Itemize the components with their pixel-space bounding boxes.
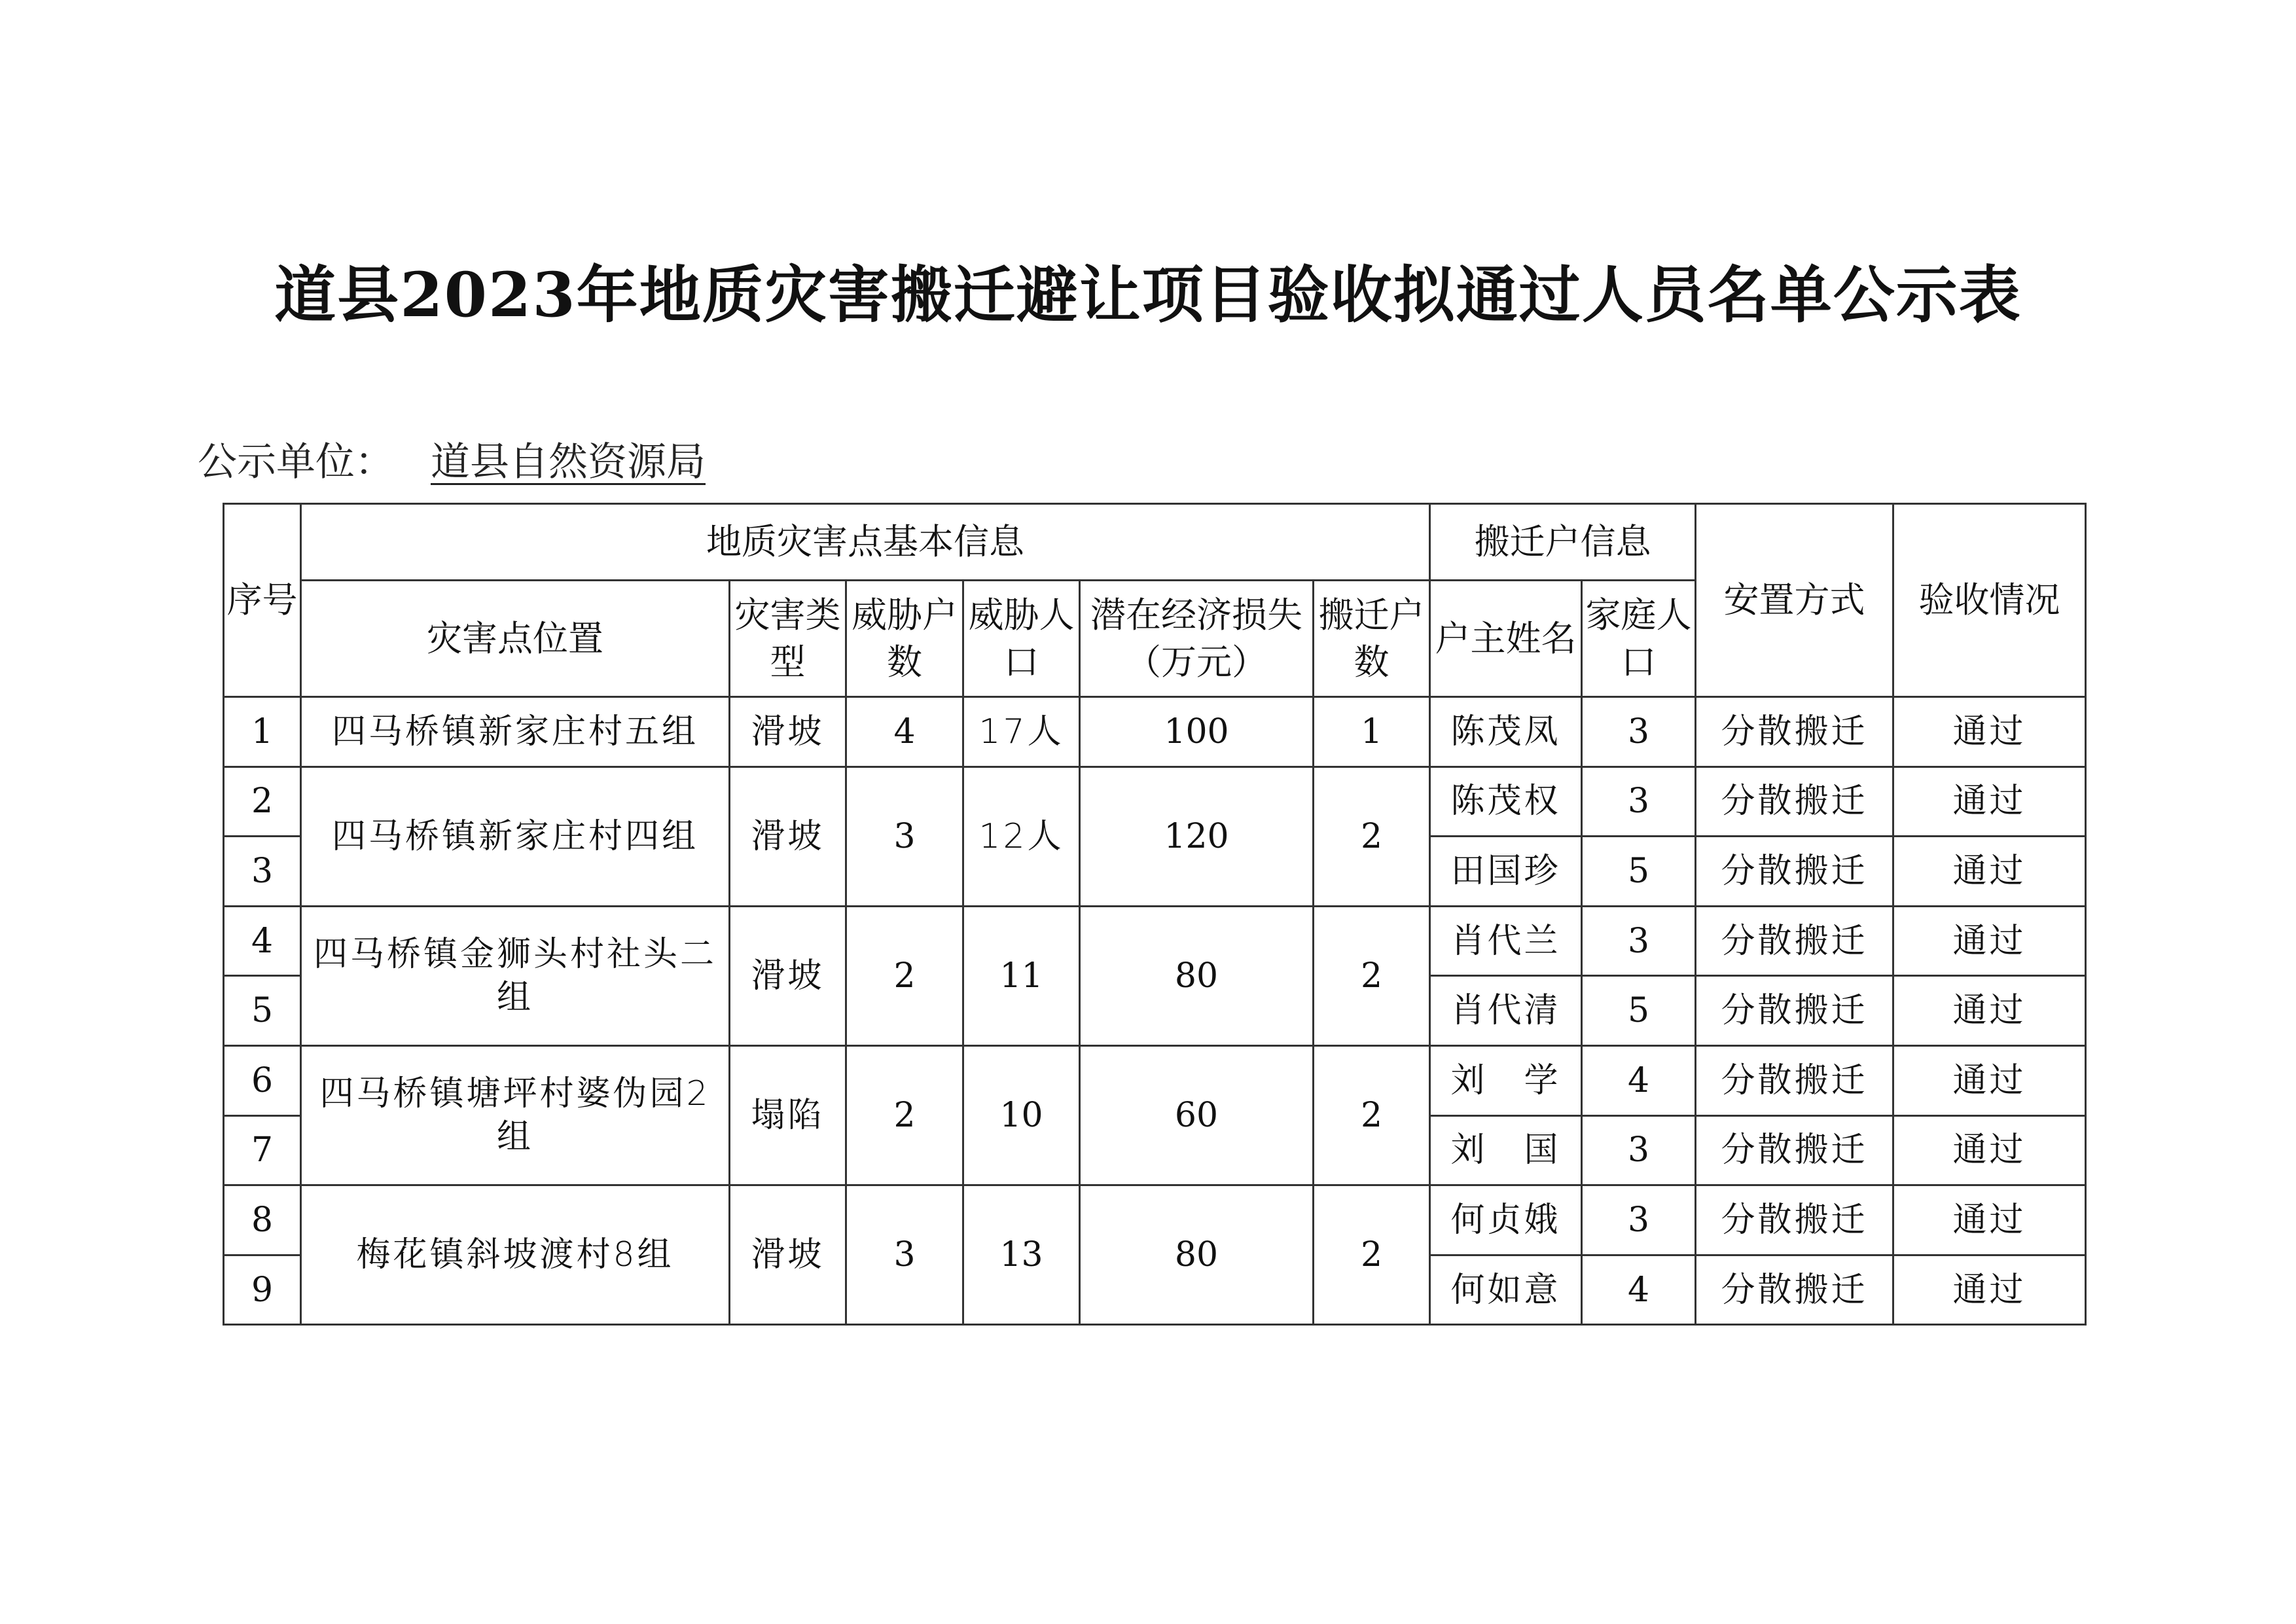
cell-location: 梅花镇斜坡渡村8组 bbox=[301, 1185, 730, 1325]
cell-acceptance: 通过 bbox=[1893, 697, 2086, 767]
page-title: 道县2023年地质灾害搬迁避让项目验收拟通过人员名单公示表 bbox=[274, 259, 2022, 331]
cell-head: 田国珍 bbox=[1430, 837, 1582, 907]
cell-relocated: 1 bbox=[1314, 697, 1430, 767]
cell-seq: 8 bbox=[224, 1185, 301, 1255]
cell-threat-population: 13 bbox=[963, 1185, 1080, 1325]
cell-method: 分散搬迁 bbox=[1696, 976, 1893, 1046]
publisher-line bbox=[198, 431, 706, 487]
cell-threat-households: 4 bbox=[846, 697, 963, 767]
cell-loss: 120 bbox=[1080, 767, 1314, 906]
cell-acceptance: 通过 bbox=[1893, 1255, 2086, 1325]
cell-head: 肖代兰 bbox=[1430, 906, 1582, 976]
table-row bbox=[224, 767, 2086, 837]
publisher-name: 道县自然资源局 bbox=[431, 439, 706, 485]
header-location: 灾害点位置 bbox=[301, 581, 730, 697]
cell-acceptance: 通过 bbox=[1893, 906, 2086, 976]
cell-method: 分散搬迁 bbox=[1696, 906, 1893, 976]
cell-threat-households: 2 bbox=[846, 1045, 963, 1185]
header-type: 灾害类型 bbox=[730, 581, 846, 697]
cell-seq: 6 bbox=[224, 1045, 301, 1115]
cell-seq: 3 bbox=[224, 837, 301, 907]
cell-loss: 80 bbox=[1080, 1185, 1314, 1325]
cell-acceptance: 通过 bbox=[1893, 837, 2086, 907]
cell-method: 分散搬迁 bbox=[1696, 767, 1893, 837]
header-family: 家庭人口 bbox=[1582, 581, 1696, 697]
cell-location: 四马桥镇新家庄村五组 bbox=[301, 697, 730, 767]
cell-family: 4 bbox=[1582, 1255, 1696, 1325]
cell-method: 分散搬迁 bbox=[1696, 1115, 1893, 1185]
cell-type: 滑坡 bbox=[730, 697, 846, 767]
header-head: 户主姓名 bbox=[1430, 581, 1582, 697]
table-row bbox=[224, 1045, 2086, 1115]
cell-type: 滑坡 bbox=[730, 906, 846, 1045]
cell-threat-population: 17人 bbox=[963, 697, 1080, 767]
cell-type: 塌陷 bbox=[730, 1045, 846, 1185]
cell-relocated: 2 bbox=[1314, 1045, 1430, 1185]
header-method: 安置方式 bbox=[1696, 504, 1893, 697]
cell-family: 3 bbox=[1582, 1115, 1696, 1185]
cell-family: 4 bbox=[1582, 1045, 1696, 1115]
header-threat-population: 威胁人口 bbox=[963, 581, 1080, 697]
cell-acceptance: 通过 bbox=[1893, 1115, 2086, 1185]
header-relocated: 搬迁户数 bbox=[1314, 581, 1430, 697]
cell-family: 5 bbox=[1582, 837, 1696, 907]
cell-head: 何贞娥 bbox=[1430, 1185, 1582, 1255]
header-group-household: 搬迁户信息 bbox=[1430, 504, 1696, 581]
cell-loss: 100 bbox=[1080, 697, 1314, 767]
cell-family: 3 bbox=[1582, 1185, 1696, 1255]
relocation-table bbox=[223, 503, 2087, 1326]
cell-method: 分散搬迁 bbox=[1696, 1185, 1893, 1255]
cell-family: 3 bbox=[1582, 906, 1696, 976]
cell-acceptance: 通过 bbox=[1893, 976, 2086, 1046]
cell-head: 陈茂凤 bbox=[1430, 697, 1582, 767]
cell-acceptance: 通过 bbox=[1893, 767, 2086, 837]
cell-threat-population: 12人 bbox=[963, 767, 1080, 906]
header-acceptance: 验收情况 bbox=[1893, 504, 2086, 697]
cell-seq: 7 bbox=[224, 1115, 301, 1185]
cell-threat-population: 11 bbox=[963, 906, 1080, 1045]
cell-location: 四马桥镇金狮头村社头二组 bbox=[301, 906, 730, 1045]
cell-relocated: 2 bbox=[1314, 906, 1430, 1045]
cell-type: 滑坡 bbox=[730, 1185, 846, 1325]
cell-seq: 9 bbox=[224, 1255, 301, 1325]
publisher-label: 公示单位： bbox=[198, 439, 394, 485]
cell-acceptance: 通过 bbox=[1893, 1185, 2086, 1255]
cell-acceptance: 通过 bbox=[1893, 1045, 2086, 1115]
cell-method: 分散搬迁 bbox=[1696, 1255, 1893, 1325]
cell-relocated: 2 bbox=[1314, 767, 1430, 906]
cell-family: 3 bbox=[1582, 767, 1696, 837]
cell-location: 四马桥镇塘坪村婆伪园2组 bbox=[301, 1045, 730, 1185]
cell-head: 陈茂权 bbox=[1430, 767, 1582, 837]
cell-seq: 2 bbox=[224, 767, 301, 837]
cell-head: 何如意 bbox=[1430, 1255, 1582, 1325]
cell-loss: 80 bbox=[1080, 906, 1314, 1045]
cell-location: 四马桥镇新家庄村四组 bbox=[301, 767, 730, 906]
cell-seq: 5 bbox=[224, 976, 301, 1046]
table-row bbox=[224, 697, 2086, 767]
header-group-site: 地质灾害点基本信息 bbox=[301, 504, 1430, 581]
cell-method: 分散搬迁 bbox=[1696, 697, 1893, 767]
cell-threat-households: 2 bbox=[846, 906, 963, 1045]
cell-head: 肖代清 bbox=[1430, 976, 1582, 1046]
table-row bbox=[224, 1185, 2086, 1255]
cell-method: 分散搬迁 bbox=[1696, 1045, 1893, 1115]
cell-loss: 60 bbox=[1080, 1045, 1314, 1185]
cell-head: 刘 国 bbox=[1430, 1115, 1582, 1185]
cell-method: 分散搬迁 bbox=[1696, 837, 1893, 907]
header-seq: 序号 bbox=[224, 504, 301, 697]
cell-type: 滑坡 bbox=[730, 767, 846, 906]
header-loss: 潜在经济损失（万元） bbox=[1080, 581, 1314, 697]
cell-seq: 4 bbox=[224, 906, 301, 976]
cell-family: 3 bbox=[1582, 697, 1696, 767]
cell-seq: 1 bbox=[224, 697, 301, 767]
cell-threat-households: 3 bbox=[846, 1185, 963, 1325]
table-row bbox=[224, 906, 2086, 976]
cell-threat-households: 3 bbox=[846, 767, 963, 906]
cell-relocated: 2 bbox=[1314, 1185, 1430, 1325]
cell-head: 刘 学 bbox=[1430, 1045, 1582, 1115]
header-threat-households: 威胁户数 bbox=[846, 581, 963, 697]
cell-threat-population: 10 bbox=[963, 1045, 1080, 1185]
cell-family: 5 bbox=[1582, 976, 1696, 1046]
